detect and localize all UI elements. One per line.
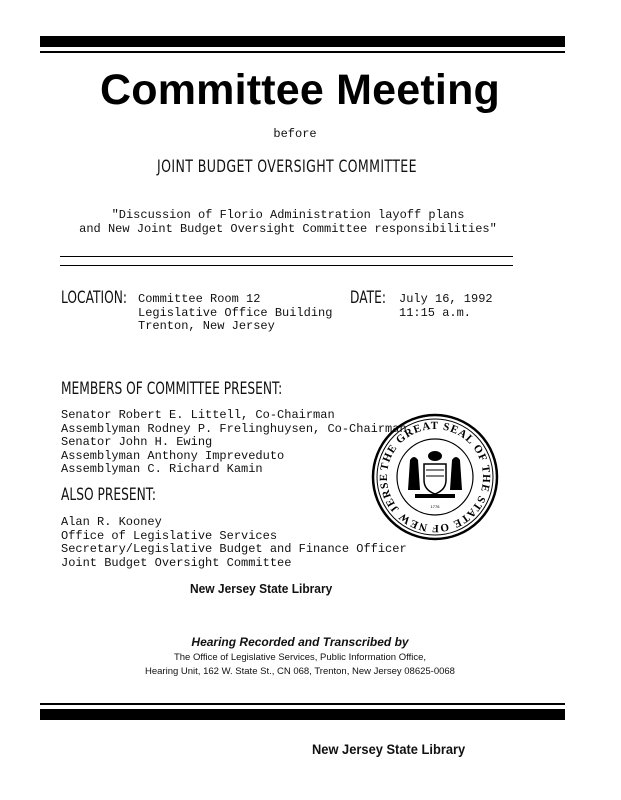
top-thick-rule [40,36,565,47]
date-line-1: July 16, 1992 [399,292,493,306]
member-1: Senator Robert E. Littell, Co-Chairman [61,408,335,422]
members-list [61,409,407,477]
member-2: Assemblyman Rodney P. Frelinghuysen, Co-Chairman [61,421,407,436]
member-4: Assemblyman Anthony Impreveduto [61,448,285,463]
library-stamp-bottom: New Jersey State Library [312,741,466,757]
state-seal-image [370,412,500,547]
seal-text: THE GREAT SEAL OF THE STATE OF NEW JERSE [377,419,493,535]
divider-rule-1 [60,256,513,257]
divider-rule-2 [60,265,513,266]
also-present-1: Alan R. Kooney [61,515,162,529]
svg-text:THE GREAT SEAL OF THE STATE OF [370,412,492,534]
date-label: DATE: [350,288,386,308]
subject-block [0,208,576,236]
document-title: Committee Meeting [100,66,500,114]
location-label: LOCATION: [61,288,127,308]
also-present-list [61,516,407,570]
also-present-2: Office of Legislative Services [61,528,278,543]
location-block [138,293,332,334]
office-line-2: Hearing Unit, 162 W. State St., CN 068, Trenton, New Jersey 08625-0068 [145,666,455,677]
svg-text:1776: 1776 [430,504,440,509]
top-thin-rule [40,51,565,53]
member-3: Senator John H. Ewing [61,435,213,449]
subject-line-2: and New Joint Budget Oversight Committee responsibilities" [79,222,497,236]
committee-name: JOINT BUDGET OVERSIGHT COMMITTEE [157,157,417,177]
date-line-2: 11:15 a.m. [399,305,472,320]
location-line-2: Legislative Office Building [138,305,333,320]
subject-line-1: "Discussion of Florio Administration layoff plans [111,208,465,222]
location-line-1: Committee Room 12 [138,292,261,306]
bottom-thin-rule [40,703,565,705]
also-present-4: Joint Budget Oversight Committee [61,555,292,570]
also-present-3: Secretary/Legislative Budget and Finance Officer [61,542,407,556]
before-label: before [273,127,317,141]
bottom-thick-rule [40,709,565,720]
hearing-recorded-line: Hearing Recorded and Transcribed by [191,635,409,649]
date-block [399,293,493,320]
also-present-heading: ALSO PRESENT: [61,485,157,505]
member-5: Assemblyman C. Richard Kamin [61,462,263,476]
members-heading: MEMBERS OF COMMITTEE PRESENT: [61,379,283,399]
state-seal-svg [370,412,500,542]
office-line-1: The Office of Legislative Services, Public Information Office, [173,652,427,663]
location-line-3: Trenton, New Jersey [138,319,275,333]
library-stamp-top: New Jersey State Library [190,581,333,596]
